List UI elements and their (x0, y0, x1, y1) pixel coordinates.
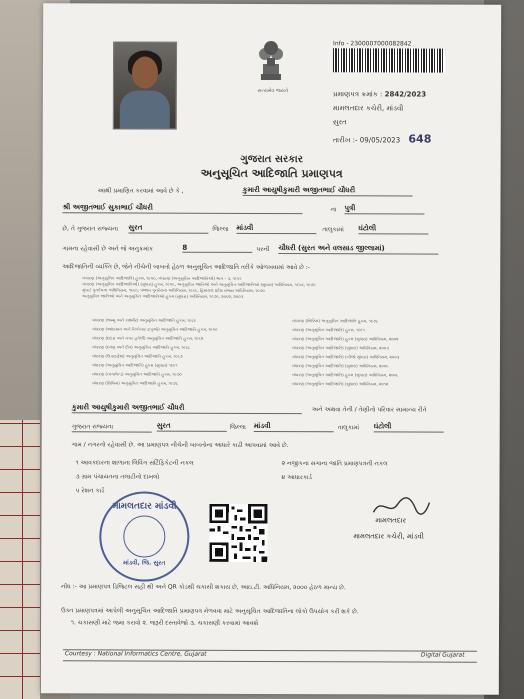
caste-label: પરની (256, 245, 270, 253)
signatory-title: મામલતદાર (375, 516, 407, 525)
holder-name: કુમારી આયુષીકુમારી અજીતભાઈ ચૌધરી (243, 186, 413, 197)
office-line1: મામલતદાર કચેરી, માંડવી (332, 104, 404, 113)
govt-title: ગુજરાત સરકાર (240, 153, 303, 166)
instruction-text: ઉક્ત પ્રમાણપત્રમાં આપેલી અનુસૂચિત આદિજાતિ પ્રમાણપત્ર મેળવવા માટે અનુસૂચિત આદિજાતિના લોકો ઉપયોગ કરી શકે છે. (61, 607, 359, 616)
note-text: નોંધ :- આ પ્રમાણપત્ર ડિજિટલ સહી થી અને QR કોડથી ચકાસી શકાય છે, આઇ.ટી. અધિનિયમ, ૨૦૦૦ હેઠળ માન્ય છે. (61, 583, 346, 592)
resident-tail: અને અથવા તેની / તેણીનો પરિવાર સામાન્ય રીતે (311, 406, 427, 414)
state-emblem-icon (251, 34, 291, 86)
barcode (333, 48, 445, 72)
office-line2: સુરત (332, 118, 347, 127)
barcode-text: Info - 2300007000082842 (333, 40, 412, 48)
res-village: ઘંટોલી (374, 422, 444, 432)
basis-item-1: ૧ આવકદારના શાળાના લિવિંગ સર્ટિફિકેટની નકલ (75, 459, 194, 467)
certify-text: આથી પ્રમાણિત કરવામાં આવે છે કે , (97, 187, 184, 195)
res-taluka: માંડવી (254, 422, 334, 432)
district-label: જિલ્લા (212, 225, 229, 233)
district-value: સુરત (128, 224, 208, 234)
father-name: શ્રી અજીતભાઈ સુકાભાઈ ચૌધરી (62, 203, 302, 214)
taluka-value: માંડવી (236, 224, 316, 234)
document-title: અનુસૂચિત આદિજાતિ પ્રમાણપત્ર (200, 166, 343, 181)
grid-paper (0, 420, 40, 699)
emblem-caption: સત્યમેવ જયતે (257, 87, 289, 95)
instruction-list: ૧. ચકાસણી માટે જમા કરાવો ૨. જરૂરી દસ્તાવેજો ૩. ચકાસણી કરવામાં આવશે (71, 619, 259, 627)
resident-name: કુમારી આયુષીકુમારી અજીતભાઈ ચૌધરી (72, 403, 302, 414)
relation-value: પુત્રી (344, 204, 424, 214)
res-district-label: જિલ્લા (229, 423, 246, 431)
footer-digital-gujarat: Digital Gujarat (420, 651, 465, 659)
serial-value: 8 (182, 244, 252, 253)
res-state: ગુજરાત રાજ્યના (72, 423, 152, 432)
right-orders: બંધારણ (સિક્કિમ) અનુસૂચિત આદિજાતિ હુકમ, ૧૯૭૮ બંધારણ (અનુસૂચિત આદિજાતિ) હુકમ, ૧૯૯૧ બંધારણ (અનુસૂચિત આદિજાતિ) હુકમ (સુધારા) અધિનિયમ, ૨૦૦૨ બંધારણ (અનુસૂચિત આદિજાતિ) (સુધારા) અધિનિયમ, ૨૦૦૩ બંધારણ (અનુસૂચિત આદિજાતિ) (બીજો સુધારા) અધિનિયમ, ૨૦૦૩ બંધારણ (અનુસૂચિત આદિજાતિ) (સુધારા) અધિનિયમ, ૨૦૦૬ બંધારણ (અનુસૂચિત આદિજાતિ) હુકમ (સુધારા) અધિનિયમ, ૨૦૦૮ બંધારણ (અનુસૂચિત આદિજાતિ) (સુધારા) અધિનિયમ, ૨૦૧૨ (291, 318, 400, 387)
basis-item-5: ૫ રેશન કાર્ડ (75, 487, 105, 495)
state-label: છે, તે ગુજરાત રાજ્યના (62, 225, 119, 233)
res-taluka-label: તાલુકામાં (337, 424, 360, 432)
issue-date: તારીખ :- 09/05/2023 648 (332, 132, 432, 146)
tribe-intro: આદિજાતિની વ્યક્તિ છે, જેને નીચેની બાબતો હેઠળ અનુસૂચિત આદિજાતિ તરીકે ઓળખવામાં આવે છે :- (62, 263, 310, 272)
signature-icon (371, 494, 431, 518)
qr-code (209, 504, 267, 562)
handwritten-number: 648 (408, 132, 432, 146)
applicant-photo (113, 41, 177, 129)
caste-value: ચૌધરી (સુરત અને વલસાડ જીલ્લામાં) (278, 244, 438, 255)
signatory-office: મામલતદાર કચેરી, માંડવી (353, 532, 424, 541)
certificate-paper (41, 3, 501, 695)
village-value: ઘંટોલી (358, 224, 428, 234)
order-list: બંધારણ (અનુસૂચિત આદિજાતિ) હુકમ, ૧૯૫૦, બંધારણ (અનુસૂચિત આદિજાતિઓ) ભાગ - ૩, ૧૯૫૧ બંધારણ (અનુસૂચિત આદિજાતિઓ) (સુધારા) હુકમ, ૧૯૫૬, અનુસૂચિત જાતિઓ અને અનુસૂચિત આદિજાતિઓ (સુધારા) અધિનિયમ, ૧૯૫૬, ૧૯૭૬ મુંબઈ પુનર્રચના અધિનિયમ, ૧૯૬૦, પંજાબ પુનર્રચના અધિનિયમ, ૧૯૬૬, હિમાચલ પ્રદેશ રાજ્ય અધિનિયમ, ૧૯૭૦ અનુસૂચિત જાતિઓ અને અનુસૂચિત આદિજાતિઓ હુકમ (સુધારા) અધિનિયમ, ૧૯૭૬, ૨૦૦૨, ૨૦૦૩ (82, 275, 316, 299)
basis-item-3: ૩ ગ્રામ પંચાયતના તલાટીનો દાખલો (75, 473, 160, 481)
footer-courtesy: Courtesy : National Informatics Centre, Gujarat (64, 650, 207, 658)
taluka-label: તાલુકામાં (322, 226, 344, 234)
cert-number: પ્રમાણપત્ર ક્રમાંક : 2842/2023 (332, 90, 427, 99)
basis-item-2: ૨ નજીકના સગાના જાતિ પ્રમાણપત્રની નકલ (281, 460, 388, 468)
res-line: ગામ / નગરનો રહેવાસી છે. આ પ્રમાણપત્ર નીચેની બાબતોના આધારે કાઢી આપવામાં આવે છે. (71, 441, 289, 450)
res-district: સુરત (157, 422, 227, 432)
official-seal: મામલતદાર માંડવી માંડવી, જિ. સુરત (99, 491, 189, 581)
relation-label: ના (330, 206, 337, 214)
left-orders: બંધારણ (જમ્મુ અને કાશ્મીર) અનુસૂચિત આદિજાતિ હુકમ, ૧૯૮૯ બંધારણ (આંદામાન અને નિકોબાર ટાપુઓ) અનુસૂચિત આદિજાતિ હુકમ, ૧૯૫૯ બંધારણ (દાદરા અને નગર હવેલી) અનુસૂચિત આદિજાતિ હુકમ, ૧૯૬૨ બંધારણ (દમણ અને દીવ) અનુસૂચિત આદિજાતિ હુકમ, ૧૯૬૮ બંધારણ (ઉત્તરપ્રદેશ) અનુસૂચિત આદિજાતિ હુકમ, ૧૯૬૭ બંધારણ (અનુસૂચિત આદિજાતિ) હુકમ (સુધારા) ૧૯૯૧ બંધારણ (નાગાલેન્ડ) અનુસૂચિત આદિજાતિ હુકમ, ૧૯૭૦ બંધારણ (સિક્કિમ) અનુસૂચિત આદિજાતિ હુકમ, ૧૯૭૮ (91, 317, 218, 386)
basis-item-4: ૪ આધારકાર્ડ (281, 474, 313, 482)
village-line: ગામના રહેવાસી છે અને જે અનુક્રમાંક (62, 245, 154, 253)
